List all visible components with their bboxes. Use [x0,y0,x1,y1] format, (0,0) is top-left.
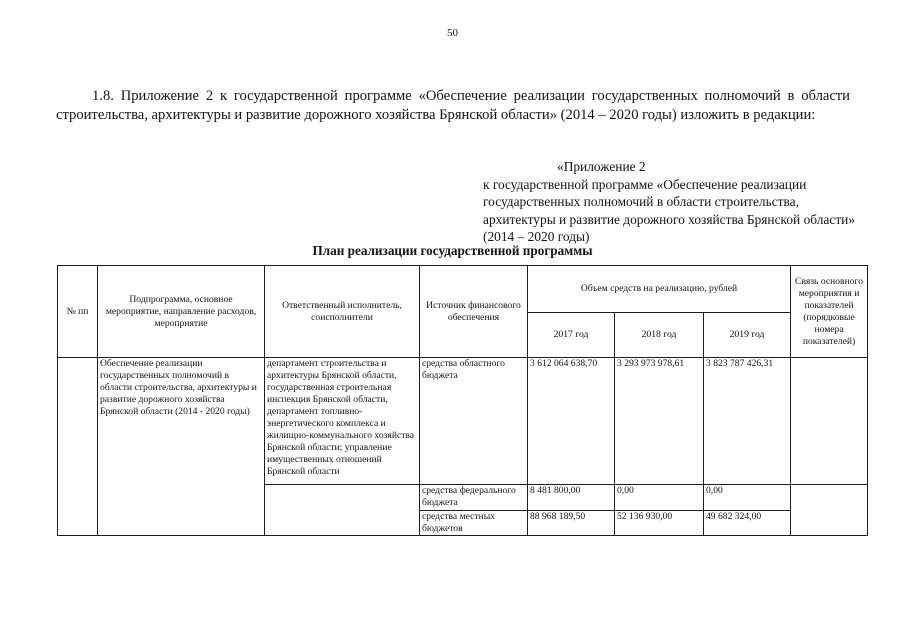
header-subprogram: Подпрограмма, основное мероприятие, направление расходов, мероприятие [98,266,265,358]
header-year-2018: 2018 год [615,313,704,358]
header-volume: Объем средств на реализацию, рублей [528,266,791,313]
cell-source: средства областного бюджета [420,358,528,485]
cell-amount-2017: 3 612 064 638,70 [528,358,615,485]
header-num: № пп [58,266,98,358]
header-source: Источник финансового обеспечения [420,266,528,358]
cell-executor-empty [265,485,420,536]
cell-source: средства федерального бюджета [420,485,528,511]
cell-link [791,358,868,485]
cell-source: средства местных бюджетов [420,511,528,536]
cell-amount-2018: 52 136 930,00 [615,511,704,536]
header-year-2017: 2017 год [528,313,615,358]
cell-amount-2019: 3 823 787 426,31 [704,358,791,485]
cell-executor: департамент строительства и архитектуры Брянской области, государственная строительная инспекция Брянской области, департамент топливно-энергетического комплекса и жилищно-коммунального хозяйства Брянской области; управление имущественных отношений Брянской области [265,358,420,485]
cell-amount-2019: 0,00 [704,485,791,511]
appendix-subtitle: к государственной программе «Обеспечение реализации государственных полномочий в области строительства, архитектуры и развитие дорожного хозяйства Брянской области» (2014 – 2020 годы) [483,176,856,244]
intro-paragraph: 1.8. Приложение 2 к государственной программе «Обеспечение реализации государственных полномочий в области строительства, архитектуры и развитие дорожного хозяйства Брянской области» (2014 – 2020 годы) изложить в редакции: [56,88,850,123]
cell-link-empty [791,485,868,536]
cell-amount-2017: 88 968 189,50 [528,511,615,536]
table-title: План реализации государственной программы [312,243,593,258]
page-number: 50 [447,27,458,39]
cell-amount-2018: 0,00 [615,485,704,511]
header-executor: Ответственный исполнитель, соисполнители [265,266,420,358]
cell-amount-2018: 3 293 973 978,61 [615,358,704,485]
appendix-title: «Приложение 2 [557,159,646,174]
cell-amount-2019: 49 682 324,00 [704,511,791,536]
plan-table [57,265,868,536]
header-year-2019: 2019 год [704,313,791,358]
cell-amount-2017: 8 481 800,00 [528,485,615,511]
cell-subprogram: Обеспечение реализации государственных полномочий в области строительства, архитектуры и развитие дорожного хозяйства Брянской области (2014 - 2020 годы) [98,358,265,536]
header-link: Связь основного мероприятия и показателей (порядковые номера показателей) [791,266,868,358]
table-header-row [58,266,868,313]
table-row [58,358,868,485]
cell-num [58,358,98,536]
appendix-heading [483,158,863,246]
